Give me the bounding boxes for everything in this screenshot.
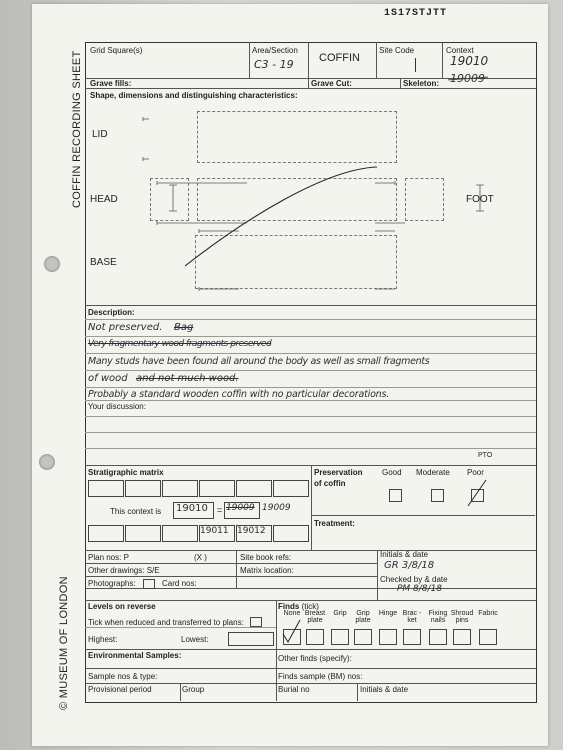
punch-hole-bottom [39,454,55,470]
finds-initials-date-label: Initials & date [360,685,409,694]
finds-item-label: Grip plate [355,610,371,624]
description-title: Description: [88,308,135,317]
description-line-5: Probably a standard wooden coffin with no particular decorations. [88,389,390,400]
side-title: COFFIN RECORDING SHEET [71,50,83,208]
finds-item-checkbox[interactable] [479,629,497,645]
strat-box-below-3 [162,525,198,542]
description-line-2-struck: Very fragmentary wood fragments preserved [88,339,272,349]
strat-box-above-5 [236,480,272,497]
plan-nos-label: Plan nos: P [88,553,129,562]
head-label: HEAD [90,194,118,205]
initials-date-label: Initials & date [380,550,429,559]
shape-title: Shape, dimensions and distinguishing characteristics: [90,91,298,100]
grid-square-label: Grid Square(s) [90,46,143,55]
good-label: Good [382,468,402,477]
preservation-title-2: of coffin [314,479,346,488]
strat-box-above-3 [162,480,198,497]
below-value-1: 19011 [200,526,229,536]
finds-item-label: Hinge [378,610,398,617]
finds-tick-label: (tick) [301,602,319,611]
description-line-3: Many studs have been found all around the body as well as small fragments [88,356,430,367]
moderate-checkbox[interactable] [431,489,444,502]
foot-label: FOOT [466,194,494,205]
provisional-period-label: Provisional period [88,685,152,694]
grave-fills-label: Grave fills: [90,79,132,88]
burial-no-label: Burial no [278,685,310,694]
strat-box-above-2 [125,480,161,497]
none-tick-mark [280,618,302,644]
skeleton-value: 19009 [450,72,485,85]
levels-title: Levels on reverse [88,602,156,611]
finds-item-label: Fixing nails [428,610,448,624]
preservation-title: Preservation [314,468,363,477]
strat-box-above-6 [273,480,309,497]
strat-box-above-4 [199,480,235,497]
strat-box-below-2 [125,525,161,542]
sample-nos-label: Sample nos & type: [88,672,158,681]
equals-struck-value: 19009 [226,503,255,513]
finds-item-checkbox[interactable] [429,629,447,645]
strat-box-below-6 [273,525,309,542]
coffin-label: COFFIN [319,52,360,64]
context-label: Context [446,46,474,55]
strat-matrix-title: Stratigraphic matrix [88,468,164,477]
finds-item-label: Breast plate [304,610,326,624]
finds-item-checkbox[interactable] [379,629,397,645]
tick-when-checkbox[interactable] [250,617,262,627]
this-context-value: 19010 [176,503,208,514]
poor-tick-mark [466,478,488,508]
context-value: 19010 [450,54,489,68]
site-code-mark [415,58,416,72]
area-section-value: C3 - 19 [254,58,294,71]
treatment-label: Treatment: [314,519,355,528]
photographs-checkbox[interactable] [143,579,155,589]
lowest-box [228,632,274,646]
area-section-label: Area/Section [252,46,298,55]
card-nos-label: Card nos: [162,579,197,588]
equals-value: 19009 [262,503,291,513]
description-line-1: Not preserved. [88,322,163,333]
lowest-label: Lowest: [181,635,209,644]
site-book-refs-label: Site book refs: [240,553,292,562]
site-code-label: Site Code [379,46,415,55]
strat-box-below-1 [88,525,124,542]
group-label: Group [182,685,205,694]
x-paren-label: (X ) [194,553,207,562]
checked-value: PM 8/8/18 [397,584,443,594]
initials-value: GR 3/8/18 [384,560,435,571]
strat-box-above-1 [88,480,124,497]
description-line-4: of wood [88,373,128,384]
equals-sign: = [217,505,223,515]
finds-item-label: Fabric [478,610,498,617]
coffin-diagram [85,99,535,309]
grave-cut-label: Grave Cut: [311,79,352,88]
lid-label: LID [92,129,108,140]
this-context-label: This context is [110,507,162,516]
good-checkbox[interactable] [389,489,402,502]
description-line-4-struck: and not much wood. [136,373,239,384]
punch-hole-top [44,256,60,272]
base-label: BASE [90,257,117,268]
moderate-label: Moderate [416,468,450,477]
other-finds-label: Other finds (specify): [278,654,352,663]
side-organisation: © MUSEUM OF LONDON [58,576,70,710]
finds-title: Finds [278,602,300,611]
your-discussion-label: Your discussion: [88,402,146,411]
other-drawings-label: Other drawings: S/E [88,566,160,575]
finds-item-label: Grip [333,610,347,617]
finds-item-checkbox[interactable] [331,629,349,645]
finds-sample-label: Finds sample (BM) nos: [278,672,363,681]
below-value-2: 19012 [237,526,266,536]
skeleton-label: Skeleton: [403,79,440,88]
finds-item-checkbox[interactable] [354,629,372,645]
tick-when-label: Tick when reduced and transferred to plans: [88,618,244,627]
poor-label: Poor [467,468,484,477]
highest-label: Highest: [88,635,118,644]
finds-item-label: Shroud pins [450,610,474,624]
sheet-code: 1S17STJTT [384,8,448,19]
handwritten-curve [185,167,377,266]
finds-item-checkbox[interactable] [453,629,471,645]
finds-item-label: None [283,610,301,617]
photographs-label: Photographs: [88,579,136,588]
environmental-title: Environmental Samples: [88,651,182,660]
finds-item-checkbox[interactable] [306,629,324,645]
description-line-1-struck: Bag [174,322,194,333]
pto-label: PTO [478,452,493,459]
matrix-location-label: Matrix location: [240,566,294,575]
coffin-recording-sheet [32,4,548,746]
finds-item-label: Brac -ket [402,610,422,624]
finds-item-checkbox[interactable] [403,629,421,645]
checked-by-label: Checked by & date [380,575,448,584]
